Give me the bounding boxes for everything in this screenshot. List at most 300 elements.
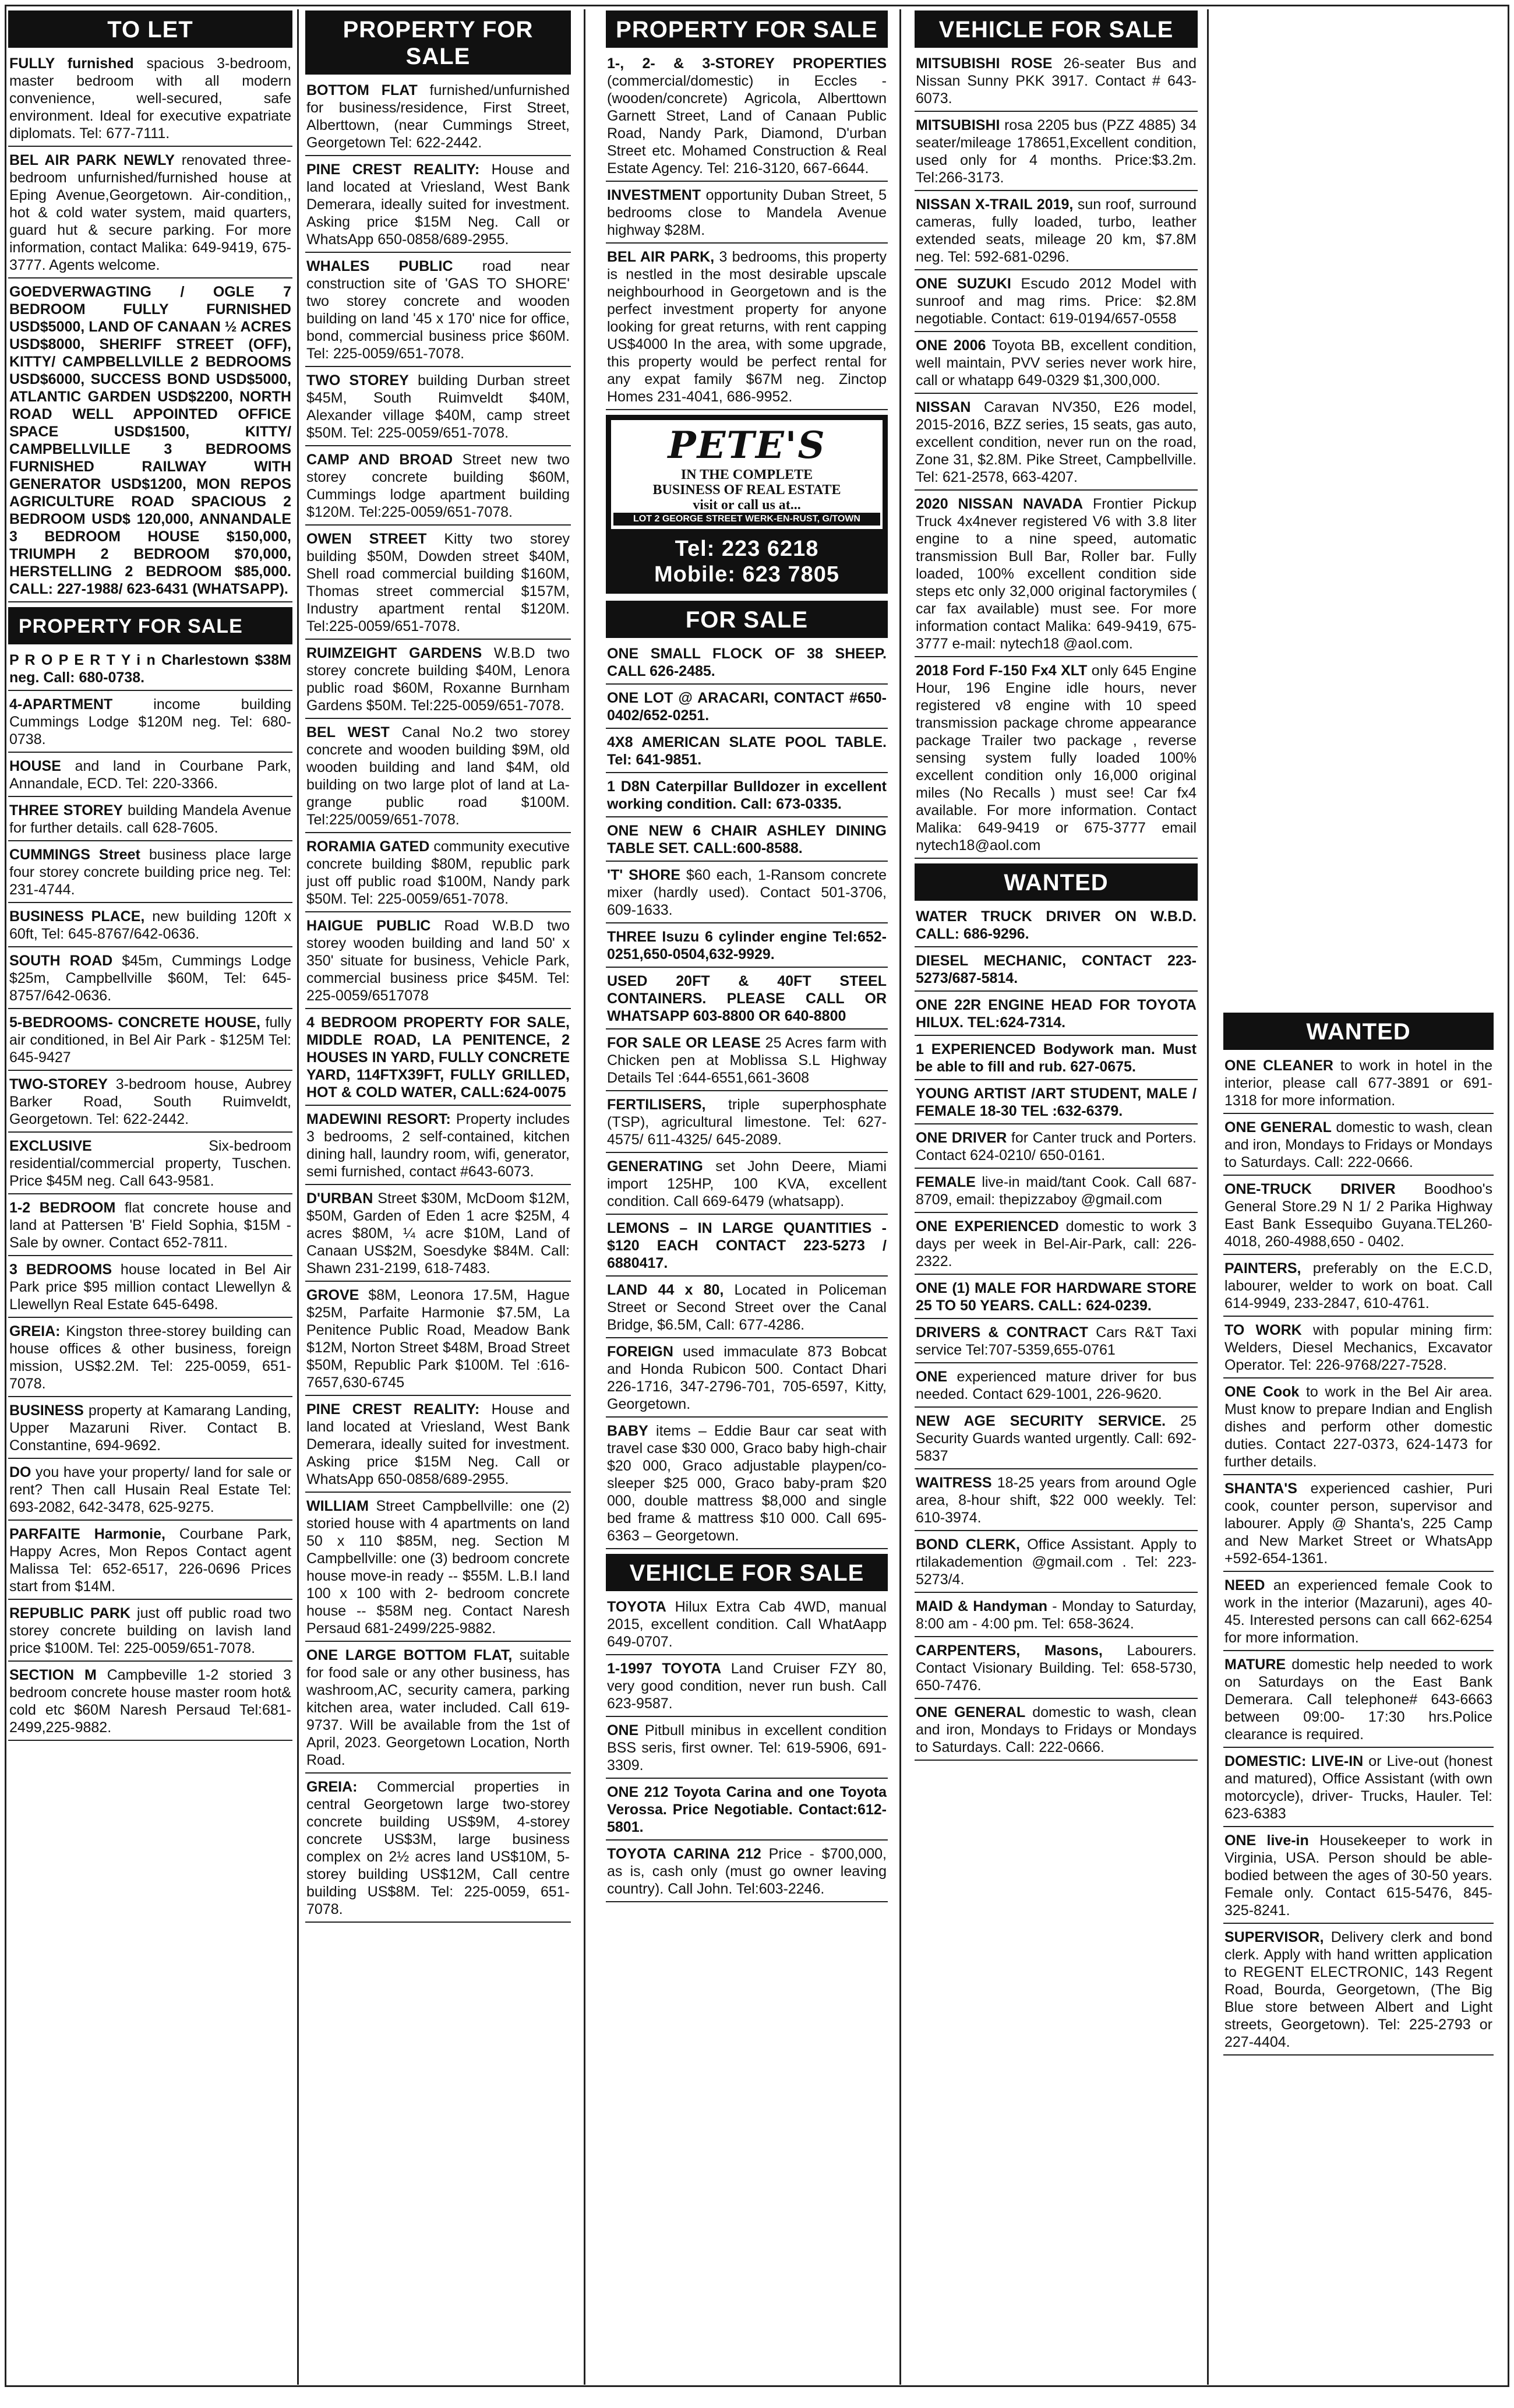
ad-body: furnished/unfurnished for business/residence, First Street, Alberttown, (near Cummings Street, Georgetown Tel: 622-2442. [306, 82, 570, 151]
classified-ad [1223, 1057, 1494, 1114]
ad-body: 25 Acres farm with Chicken pen at Moblissa S.L Highway Details Tel :644-6551,661-3608 [607, 1035, 887, 1086]
ad-lead: ONE-TRUCK DRIVER [1224, 1181, 1396, 1197]
classified-ad [915, 399, 1198, 491]
ad-body: 25 Security Guards wanted urgently. Call: 692-5837 [916, 1413, 1197, 1464]
ad-body: Street new two storey concrete building $60M, Cummings lodge apartment building $120M. Tel:225-0059/651-7078. [306, 452, 570, 520]
classified-ad [1223, 1753, 1494, 1827]
section-header: WANTED [1223, 1013, 1494, 1050]
ad-body: house located in Bel Air Park price $95 million contact Llewellyn & Llewellyn Real Estate 645-6498. [9, 1261, 291, 1313]
column-3 [606, 10, 888, 2378]
classified-ad [915, 1598, 1198, 1637]
ad-body: experienced cashier, Puri cook, counter person, supervisor and labourer. Apply @ Shanta's, 225 Camp and New Market Street or WhatsApp +592-654-1361. [1224, 1480, 1492, 1567]
ad-lead: MATURE [1224, 1656, 1286, 1673]
ad-lead: 4 BEDROOM PROPERTY FOR SALE, MIDDLE ROAD, LA PENITENCE, 2 HOUSES IN YARD, FULLY CONCRETE YARD, 114FTX39FT, FULLY GRILLED, HOT & COLD WATER, CALL:624-0075 [306, 1014, 570, 1101]
classified-ad [305, 1110, 571, 1185]
ad-lead: 1-, 2- & 3-STOREY PROPERTIES [607, 55, 887, 72]
ad-body: road near construction site of 'GAS TO SHORE' two storey concrete and wooden building on land '45 x 170' nice for office, bond, commercial business price $60M. Tel: 225-0059/651-7078. [306, 258, 570, 362]
ad-body: building Mandela Avenue for further details. call 628-7605. [9, 802, 291, 836]
ad-lead: GOEDVERWAGTING / OGLE 7 BEDROOM FULLY FURNISHED USD$5000, LAND OF CANAAN ½ ACRES USD$8000, SHERIFF STREET (OFF), KITTY/ CAMPBELLVILLE 2 BEDROOMS USD$6000, SUCCESS BOND USD$5000, ATLANTIC GARDEN USD$2200, NORTH ROAD WELL APPOINTED OFFICE SPACE USD$1500, KITTY/ CAMPBELLVILLE 3 BEDROOMS FURNISHED RAILWAY WITH GENERATOR USD$1200, MON REPOS AGRICULTURE ROAD SPACIOUS 2 BEDROOM USD$ 120,000, ANNANDALE 3 BEDROOM HOUSE $150,000, TRIUMPH 2 BEDROOM $70,000, HERSTELLING 2 BEDROOM $85,000. CALL: 227-1988/ 623-6431 (WHATSAPP). [9, 284, 291, 597]
ad-lead: GENERATING [607, 1158, 703, 1175]
classified-ad [8, 55, 292, 147]
ad-body: only 645 Engine Hour, 196 Engine idle hours, never registered v8 engine with 10 speed transmission package chrome appearance package Trailer two package , reverse sensing system fully loaded 100% excellent condition only 16,000 original miles (No Recalls ) must see! Car fx4 available. For more information. Contact Malika: 649-9419 or 675-3777 email nytech18@aol.com [916, 662, 1197, 854]
ad-lead: GREIA: [9, 1323, 61, 1339]
column-divider [584, 9, 585, 2385]
ad-body: income building Cummings Lodge $120M neg. Tel: 680-0738. [9, 696, 291, 748]
ad-lead: 3 BEDROOMS [9, 1261, 112, 1278]
column-5 [1223, 1013, 1494, 2378]
classified-ad [305, 724, 571, 833]
ad-body: to work in hotel in the interior, please call 677-3891 or 691-1318 for more information. [1224, 1057, 1492, 1109]
ad-body: live-in maid/tant Cook. Call 687-8709, email: thepizzaboy @gmail.com [916, 1174, 1197, 1208]
petes-logo: PETE'S [668, 424, 826, 467]
ad-body: domestic to wash, clean and iron, Mondays to Fridays or Mondays to Saturdays. Call: 222-0666. [1224, 1119, 1492, 1170]
ad-lead: HOUSE [9, 758, 61, 774]
ad-body: property at Kamarang Landing, Upper Mazaruni River. Contact B. Constantine, 694-9692. [9, 1402, 291, 1454]
ad-lead: 2018 Ford F-150 Fx4 XLT [916, 662, 1088, 679]
ad-body: Street Campbellville: one (2) storied house with 4 apartments on land 50 x 110 $85M, neg. Section M Campbellville: one (3) bedroom concrete house move-in ready -- $55M. L.B.I land 100 x 100 with 2- bedroom concrete house -- $58M neg. Contact Naresh Persaud 681-2499/225-9882. [306, 1498, 570, 1637]
classified-ad [606, 55, 888, 182]
classified-ad [1223, 1577, 1494, 1651]
ad-body: sun roof, surround cameras, fully loaded, turbo, leather extended seats, mileage 20 km, $7.8M neg. Tel: 592-681-0296. [916, 196, 1197, 265]
ad-body: new building 120ft x 60ft, Tel: 645-8767/642-0636. [9, 908, 291, 942]
ad-body: Six-bedroom residential/commercial property, Tuschen. Price $45M neg. Call 643-9581. [9, 1138, 291, 1189]
ad-body: you have your property/ land for sale or rent? Then call Husain Real Estate Tel: 693-2082, 642-3478, 625-9275. [9, 1464, 291, 1515]
classified-ad [606, 734, 888, 773]
classified-ad [8, 908, 292, 947]
classified-ad [915, 1474, 1198, 1531]
classified-ad [915, 55, 1198, 112]
ad-body: Delivery clerk and bond clerk. Apply with hand written application to REGENT ELECTRONIC, 143 Regent Road, Bourda, Georgetown, (The Big Blue store between Albert and Light streets, Georgetown). Tel: 225-2793 or 227-4404. [1224, 1929, 1492, 2050]
ad-body: Kitty two storey building $50M, Dowden street $40M, Shell road commercial building $160M, Thomas street commercial $157M, Industry apartment rental $120M. Tel:225-0059/651-7078. [306, 531, 570, 634]
classified-ad [8, 1323, 292, 1397]
ad-lead: LEMONS – IN LARGE QUANTITIES - $120 EACH CONTACT 223-5273 / 6880417. [607, 1220, 887, 1271]
classified-ad [305, 372, 571, 446]
ad-body: Land Cruiser FZY 80, very good condition, never run bush. Call 623-9587. [607, 1660, 887, 1712]
classified-ad [305, 1647, 571, 1774]
classified-ad [606, 1219, 888, 1277]
ad-lead: FOREIGN [607, 1344, 673, 1360]
ad-body: W.B.D two storey concrete building $40M, Lenora public road $60M, Roxanne Burnham Gardens $50M. Tel:225-0059/651-7078. [306, 645, 570, 714]
ad-lead: MITSUBISHI [916, 117, 1000, 133]
classified-ad [8, 1525, 292, 1600]
classified-ad [915, 1704, 1198, 1761]
classified-ad [8, 1605, 292, 1662]
ad-lead: MAID & Handyman [916, 1598, 1048, 1614]
classified-ad [606, 1096, 888, 1153]
classified-ad [915, 1536, 1198, 1593]
ad-body: Commercial properties in central Georgetown large two-storey concrete building US$9M, 4-storey concrete US$3M, large business complex on 2½ acres land US$10M, 5-storey building US$12M, Call centre building US$8M. Tel: 225-0059, 651-7078. [306, 1779, 570, 1917]
section-header: VEHICLE FOR SALE [915, 10, 1198, 48]
ad-lead: ONE [916, 1369, 948, 1385]
ad-lead: INVESTMENT [607, 187, 701, 203]
petes-ad-banner [611, 420, 883, 529]
classified-ad [8, 1137, 292, 1194]
classified-ad [915, 1041, 1198, 1080]
ad-body: Campbeville 1-2 storied 3 bedroom concrete house master room hot& cold etc $60M Naresh Persaud Tel:681-2499,225-9882. [9, 1667, 291, 1736]
ad-lead: 1 D8N Caterpillar Bulldozer in excellent working condition. Call: 673-0335. [607, 778, 887, 812]
ad-lead: BOND CLERK, [916, 1536, 1020, 1553]
ad-lead: 5-BEDROOMS- CONCRETE HOUSE, [9, 1014, 260, 1031]
ad-lead: TWO STOREY [306, 372, 409, 389]
ad-lead: TOYOTA CARINA 212 [607, 1846, 761, 1862]
ad-body: Price - $700,000, as is, cash only (must go owner leaving country). Call John. Tel:603-2246. [607, 1846, 887, 1897]
ad-lead: HAIGUE PUBLIC [306, 918, 431, 934]
classified-ad [305, 1190, 571, 1282]
ad-lead: LAND 44 x 80, [607, 1282, 724, 1298]
ad-lead: SUPERVISOR, [1224, 1929, 1324, 1945]
ad-lead: DRIVERS & CONTRACT [916, 1324, 1088, 1341]
ad-lead: 4X8 AMERICAN SLATE POOL TABLE. Tel: 641-9851. [607, 734, 887, 768]
ad-body: for Canter truck and Porters. Contact 624-0210/ 650-0161. [916, 1130, 1197, 1164]
ad-lead: 4-APARTMENT [9, 696, 113, 713]
ad-lead: ONE EXPERIENCED [916, 1218, 1059, 1235]
ad-body: spacious 3-bedroom, master bedroom with all modern convenience, well-secured, safe environment. Ideal for executive expatriate diplomats. Tel: 677-7111. [9, 55, 291, 142]
ad-lead: BEL AIR PARK, [607, 249, 715, 265]
classified-ad [606, 689, 888, 729]
ad-lead: ONE (1) MALE FOR HARDWARE STORE 25 TO 50 YEARS. CALL: 624-0239. [916, 1280, 1197, 1314]
ad-lead: MITSUBISHI ROSE [916, 55, 1053, 72]
ad-lead: ONE Cook [1224, 1384, 1300, 1400]
ad-body: renovated three-bedroom unfurnished/furnished house at Eping Avenue,Georgetown. Air-condition,, hot & cold water system, maid quarters, guard hut & secure parking. For more information, contact Malika: 649-9419, 675-3777. Agents welcome. [9, 152, 291, 273]
ad-lead: BABY [607, 1423, 648, 1439]
ad-lead: USED 20FT & 40FT STEEL CONTAINERS. PLEASE CALL OR WHATSAPP 603-8800 OR 640-8800 [607, 973, 887, 1024]
ad-body: Courbane Park, Happy Acres, Mon Repos Contact agent Malissa Tel: 652-6517, 226-0696 Prices start from $14M. [9, 1526, 292, 1595]
classified-ad [915, 275, 1198, 332]
ad-lead: THREE STOREY [9, 802, 123, 819]
classified-ad [305, 1497, 571, 1642]
ad-lead: TWO-STOREY [9, 1076, 108, 1092]
classified-ad [606, 1034, 888, 1091]
section-header: TO LET [8, 10, 292, 48]
section-header: PROPERTY FOR SALE [305, 10, 571, 75]
section-header: WANTED [915, 863, 1198, 901]
ad-body: rosa 2205 bus (PZZ 4885) 34 seater/mileage 178651,Excellent condition, used only for 4 months. Price:$3.2m. Tel:266-3173. [916, 117, 1197, 186]
ad-lead: PARFAITE Harmonie, [9, 1526, 165, 1542]
classified-ad [606, 1783, 888, 1841]
ad-body: fully air conditioned, in Bel Air Park - $125M Tel: 645-9427 [9, 1014, 291, 1066]
ad-lead: BUSINESS PLACE, [9, 908, 145, 925]
ad-lead: 2020 NISSAN NAVADA [916, 496, 1084, 512]
classified-ad [1223, 1180, 1494, 1255]
classified-ad [606, 822, 888, 862]
ad-body: $60 each, 1-Ransom concrete mixer (hardly used). Contact 501-3706, 609-1633. [607, 867, 887, 918]
ad-body: Escudo 2012 Model with sunroof and mag rims. Price: $2.8M negotiable. Contact: 619-0194/657-0558 [916, 276, 1197, 327]
ad-body: Canal No.2 two storey concrete and wooden building $9M, old wooden building and land $4M, old building on two large plot of land at La-grange public road $100M. Tel:225/0059/651-7078. [306, 724, 570, 828]
ad-lead: BOTTOM FLAT [306, 82, 418, 98]
ad-body: Toyota BB, excellent condition, well maintain, PVV series never work hire, call or whatapp 649-0329 $1,300,000. [916, 337, 1197, 389]
ad-lead: ONE LOT @ ARACARI, CONTACT #650-0402/652-0251. [607, 690, 887, 724]
ad-lead: ONE CLEANER [1224, 1057, 1333, 1074]
classified-ad [1223, 1260, 1494, 1317]
ad-body: 18-25 years from around Ogle area, 8-hour shift, $22 000 weekly. Tel: 610-3974. [916, 1475, 1197, 1526]
section-header: PROPERTY FOR SALE [606, 10, 888, 48]
classified-ad [915, 1085, 1198, 1124]
petes-tel: Tel: 223 6218 [675, 537, 819, 561]
ad-lead: ONE DRIVER [916, 1130, 1007, 1146]
ad-lead: REPUBLIC PARK [9, 1605, 130, 1621]
ad-body: (commercial/domestic) in Eccles - (wooden/concrete) Agricola, Alberttown Garnett Street, Land of Canaan Public Road, Nandy Park, Diamond, D'urban Street etc. Mohamed Construction & Real Estate Agency. Tel: 216-3120, 667-6644. [607, 73, 887, 177]
classified-ad [915, 337, 1198, 394]
classified-ad [305, 1778, 571, 1923]
classified-ad [915, 196, 1198, 270]
column-divider [1207, 9, 1209, 2385]
classified-ad [1223, 1119, 1494, 1176]
ad-body: Located in Policeman Street or Second Street over the Canal Bridge, $6.5M, Call: 677-4286. [607, 1282, 887, 1333]
classified-ad [8, 952, 292, 1009]
ad-lead: NEED [1224, 1577, 1265, 1593]
classified-ad [1223, 1480, 1494, 1572]
section-header: PROPERTY FOR SALE [8, 607, 292, 644]
column-2 [305, 10, 571, 2378]
ad-lead: ONE SUZUKI [916, 276, 1011, 292]
ad-body: Office Assistant. Apply to rtilakademention @gmail.com . Tel: 223-5273/4. [916, 1536, 1197, 1588]
ad-lead: BEL AIR PARK NEWLY [9, 152, 175, 168]
classified-ad [915, 1368, 1198, 1408]
ad-lead: D'URBAN [306, 1190, 373, 1207]
ad-lead: MADEWINI RESORT: [306, 1111, 451, 1127]
ad-body: House and land located at Vriesland, West Bank Demerara, ideally suited for investment. Asking price $15M Neg. Call or WhatsApp 650-0858/689-2955. [306, 1401, 570, 1487]
ad-lead: P R O P E R T Y i n Charlestown $38M neg. Call: 680-0738. [9, 652, 291, 686]
ad-lead: YOUNG ARTIST /ART STUDENT, MALE / FEMALE 18-30 TEL :632-6379. [916, 1085, 1197, 1119]
classified-ad [606, 186, 888, 244]
ad-lead: NISSAN X-TRAIL 2019, [916, 196, 1074, 213]
ad-body: or Live-out (honest and matured), Office Assistant (with own motorcycle), driver- Trucks, Hauler. Tel: 623-6383 [1224, 1753, 1492, 1822]
classified-ad [915, 1129, 1198, 1169]
ad-body: 3-bedroom house, Aubrey Barker Road, South Ruimveldt, Georgetown. Tel: 622-2442. [9, 1076, 291, 1127]
classified-ad [8, 151, 292, 278]
ad-body: Pitbull minibus in excellent condition BSS seris, first owner. Tel: 619-5906, 691-3309. [607, 1722, 887, 1774]
classified-ad [8, 1014, 292, 1071]
classified-ad [915, 996, 1198, 1036]
classified-ad [8, 846, 292, 903]
ad-lead: 'T' SHORE [607, 867, 681, 883]
classified-ad [305, 530, 571, 640]
ad-body: experienced mature driver for bus needed. Contact 629-1001, 226-9620. [916, 1369, 1197, 1402]
ad-lead: THREE Isuzu 6 cylinder engine Tel:652-0251,650-0504,632-9929. [607, 929, 887, 963]
ad-lead: WAITRESS [916, 1475, 992, 1491]
ad-lead: RUIMZEIGHT GARDENS [306, 645, 482, 661]
classified-ad [305, 838, 571, 912]
ad-lead: FULLY furnished [9, 55, 134, 72]
classified-ad [606, 1422, 888, 1549]
column-1 [8, 10, 292, 2378]
classified-ad [1223, 1383, 1494, 1475]
ad-body: preferably on the E.C.D, labourer, welder to work on boat. Call 614-9949, 233-2847, 610-4761. [1224, 1260, 1492, 1311]
classified-ad [606, 1281, 888, 1338]
petes-tagline: IN THE COMPLETE [680, 467, 813, 482]
classified-ad [8, 1402, 292, 1459]
classified-ad [8, 802, 292, 841]
ad-body: 3 bedrooms, this property is nestled in the most desirable upscale neighbourhood in Georgetown and is the perfect investment property for anyone looking for great returns, with rent capping US$4000 In the area, with some upgrade, this property would be perfect rental for any expat family $67M neg. Zinctop Homes 231-4041, 686-9952. [607, 249, 887, 405]
ad-lead: ONE SMALL FLOCK OF 38 SHEEP. CALL 626-2485. [607, 646, 887, 679]
ad-body: Property includes 3 bedrooms, 2 self-contained, kitchen dining hall, laundry room, wifi, generator, semi furnished, contact #643-6073. [306, 1111, 570, 1180]
ad-body: Street $30M, McDoom $12M, $50M, Garden of Eden 1 acre $25M, 4 acres $80M, ¼ acre $10M, Land of Canaan US$2M, Soesdyke $84M. Call: Shawn 231-2199, 618-7483. [306, 1190, 570, 1277]
classified-ad [305, 644, 571, 719]
ad-body: Boodhoo's General Store.29 N 1/ 2 Parika Highway East Bank Essequibo Guyana.TEL260-4018, 260-4988,650 - 0402. [1224, 1181, 1492, 1250]
ad-lead: FERTILISERS, [607, 1097, 706, 1113]
ad-lead: DO [9, 1464, 31, 1480]
ad-lead: DIESEL MECHANIC, CONTACT 223-5273/687-5814. [916, 953, 1197, 986]
ad-lead: ONE 22R ENGINE HEAD FOR TOYOTA HILUX. TEL:624-7314. [916, 997, 1197, 1031]
classified-ad [606, 1158, 888, 1215]
classified-ad [915, 1642, 1198, 1699]
ad-body: House and land located at Vriesland, West Bank Demerara, ideally suited for investment. Asking price $15M Neg. Call or WhatsApp 650-0858/689-2955. [306, 161, 570, 248]
ad-lead: CAMP AND BROAD [306, 452, 453, 468]
ad-lead: ONE LARGE BOTTOM FLAT, [306, 1647, 513, 1663]
classified-ad [915, 908, 1198, 947]
ad-lead: BEL WEST [306, 724, 390, 741]
ad-body: just off public road two storey concrete building on lavish land price $100M. Tel: 225-0059/651-7078. [9, 1605, 291, 1656]
ad-lead: ONE 2006 [916, 337, 986, 354]
petes-address: LOT 2 GEORGE STREET WERK-EN-RUST, G/TOWN [613, 513, 880, 526]
ad-lead: PAINTERS, [1224, 1260, 1301, 1277]
ad-body: suitable for food sale or any other business, has washroom,AC, security camera, parking kitchen area, water included. Call 619-9737. Will be available from the 1st of April, 2023. Georgetown Location, North Road. [306, 1647, 570, 1768]
column-4 [915, 10, 1198, 2378]
ad-lead: 1-1997 TOYOTA [607, 1660, 722, 1677]
ad-body: Frontier Pickup Truck 4x4never registered V6 with 3.8 liter engine to a nine speed, automatic transmission Bull Bar, Roller bar. Fully loaded, 100% excellent condition side steps etc only 32,000 original factorymiles ( car fax available) must see. For more information contact Malika: 649-9419, 675-3777 e-mail: nytech18 @aol.com. [916, 496, 1197, 652]
ad-body: used immaculate 873 Bobcat and Honda Rubicon 500. Contact Dhari 226-1716, 347-2796-701, 705-6597, Kitty, Georgetown. [607, 1344, 887, 1412]
ad-body: with popular mining firm: Welders, Diesel Mechanics, Excavator Operator. Tel: 226-9768/227-7528. [1224, 1322, 1492, 1373]
ad-body: 26-seater Bus and Nissan Sunny PKK 3917. Contact # 643-6073. [916, 55, 1197, 107]
classified-ad [606, 866, 888, 923]
ad-lead: FOR SALE OR LEASE [607, 1035, 761, 1051]
section-header: FOR SALE [606, 601, 888, 638]
ad-body: $8M, Leonora 17.5M, Hague $25M, Parfaite Harmonie $7.5M, La Penitence Public Road, Meadow Bank $12M, Norton Street $48M, Broad Street $50M, Republic Park $100M. Tel :616-7657,630-6745 [306, 1287, 570, 1391]
classified-ad [8, 757, 292, 797]
classified-ad [606, 778, 888, 817]
ad-lead: WILLIAM [306, 1498, 369, 1514]
ad-lead: PINE CREST REALITY: [306, 161, 480, 178]
classified-ad [1223, 1832, 1494, 1924]
ad-body: an experienced female Cook to work in the interior (Mazaruni), ages 40-45. Interested persons can call 662-6254 for more information. [1224, 1577, 1492, 1646]
ad-lead: NISSAN [916, 399, 971, 415]
petes-mobile: Mobile: 623 7805 [654, 562, 840, 587]
petes-visit-text: visit or call us at... [693, 498, 801, 513]
ad-lead: SHANTA'S [1224, 1480, 1297, 1497]
ad-body: business place large four storey concrete building price neg. Tel: 231-4744. [9, 847, 291, 898]
ad-lead: OWEN STREET [306, 531, 427, 547]
classified-ad [915, 1279, 1198, 1319]
ad-body: triple superphosphate (TSP), agricultural limestone. Tel: 627-4575/ 611-4325/ 645-2089. [607, 1097, 887, 1148]
classified-ad [606, 1845, 888, 1902]
ad-lead: ONE [607, 1722, 639, 1739]
ad-lead: TOYOTA [607, 1599, 666, 1615]
ad-lead: ONE NEW 6 CHAIR ASHLEY DINING TABLE SET. CALL:600-8588. [607, 823, 887, 856]
ad-body: Kingston three-storey building can house offices & other business, foreign mission, US$2.2M. Tel: 225-0059, 651-7078. [9, 1323, 291, 1392]
classified-ad [1223, 1928, 1494, 2056]
ad-lead: SECTION M [9, 1667, 97, 1683]
ad-lead: BUSINESS [9, 1402, 84, 1419]
ad-body: community executive concrete building $80M, republic park just off public road $100M, Nandy park $50M. Tel: 225-0059/651-7078. [306, 838, 570, 907]
classified-ad [606, 1343, 888, 1418]
ad-lead: ONE 212 Toyota Carina and one Toyota Verossa. Price Negotiable. Contact:612-5801. [607, 1784, 887, 1835]
classified-ad [915, 117, 1198, 191]
classified-ad [305, 258, 571, 367]
ad-body: domestic to wash, clean and iron, Mondays to Fridays or Mondays to Saturdays. Call: 222-0666. [916, 1704, 1197, 1755]
ad-body: building Durban street $45M, South Ruimveldt $40M, Alexander village $40M, camp street $50M. Tel: 225-0059/651-7078. [306, 372, 570, 441]
ad-body: items – Eddie Baur car seat with travel case $30 000, Graco baby high-chair $20 000, Graco adjustable playpen/co-sleeper $25 000, Graco baby-pram $20 000, double mattress $8,000 and single bed frame & mattress $10 000. Call 695-6363 – Georgetown. [607, 1423, 887, 1544]
ad-body: and land in Courbane Park, Annandale, ECD. Tel: 220-3366. [9, 758, 291, 792]
classified-ad [606, 972, 888, 1030]
ad-body: Hilux Extra Cab 4WD, manual 2015, excellent condition. Call WhatAapp 649-0707. [607, 1599, 887, 1650]
ad-body: to work in the Bel Air area. Must know to prepare Indian and English dishes and perform other domestic duties. Contact 227-0373, 624-1473 for further details. [1224, 1384, 1492, 1470]
ad-lead: ONE GENERAL [1224, 1119, 1332, 1136]
classified-ad [915, 495, 1198, 657]
classified-ad [915, 1173, 1198, 1213]
classified-ad [915, 1218, 1198, 1275]
petes-real-estate-ad [606, 415, 888, 594]
classified-ad [305, 451, 571, 526]
classified-ad [305, 82, 571, 156]
petes-tagline: BUSINESS OF REAL ESTATE [652, 482, 841, 498]
classified-ad [1223, 1321, 1494, 1378]
ad-lead: ONE live-in [1224, 1832, 1309, 1849]
ad-body: $45m, Cummings Lodge $25m, Campbellville $60M, Tel: 645-8757/642-0636. [9, 953, 291, 1004]
column-divider [899, 9, 901, 2385]
classified-ad [8, 1666, 292, 1741]
classified-ad [305, 1401, 571, 1493]
classified-ad [8, 1076, 292, 1133]
ad-lead: FEMALE [916, 1174, 976, 1190]
classified-ad [915, 1412, 1198, 1469]
ad-body: domestic help needed to work on Saturdays on the East Bank Demerara. Call telephone# 643-6663 between 09:00- 17:30 hrs.Police clearance is required. [1224, 1656, 1492, 1743]
ad-body: Road W.B.D two storey wooden building and land 50' x 350' situate for business, Vehicle Park, commercial business price $45M. Tel: 225-0059/6517078 [306, 918, 570, 1004]
classified-ad [915, 952, 1198, 992]
ad-lead: GROVE [306, 1287, 359, 1303]
classified-ad [606, 645, 888, 685]
ad-body: - Monday to Saturday, 8:00 am - 4:00 pm. Tel: 658-3624. [916, 1598, 1197, 1632]
classified-ad [8, 696, 292, 753]
ad-lead: WHALES PUBLIC [306, 258, 453, 274]
ad-lead: CUMMINGS Street [9, 847, 140, 863]
ad-body: Cars R&T Taxi service Tel:707-5359,655-0761 [916, 1324, 1197, 1358]
ad-lead: GREIA: [306, 1779, 358, 1795]
classified-ad [606, 1660, 888, 1717]
ad-lead: PINE CREST REALITY: [306, 1401, 480, 1418]
section-header: VEHICLE FOR SALE [606, 1554, 888, 1591]
ad-lead: 1 EXPERIENCED Bodywork man. Must be able to fill and rub. 627-0675. [916, 1041, 1197, 1075]
classified-ad [915, 662, 1198, 859]
ad-body: Labourers. Contact Visionary Building. Tel: 658-5730, 650-7476. [916, 1642, 1197, 1694]
ad-lead: CARPENTERS, Masons, [916, 1642, 1103, 1659]
classified-ad [606, 928, 888, 968]
ad-body: domestic to work 3 days per week in Bel-Air-Park, call: 226-2322. [916, 1218, 1197, 1270]
classified-ad [305, 917, 571, 1009]
ad-body: Caravan NV350, E26 model, 2015-2016, BZZ series, 15 seats, gas auto, excellent condition, never run on the road, Zone 31, $2.8M. Pike Street, Campbellville. Tel: 621-2578, 663-4207. [916, 399, 1197, 485]
classified-ad [606, 1598, 888, 1655]
classified-ad [8, 1261, 292, 1318]
classified-ad [305, 1014, 571, 1106]
ad-lead: RORAMIA GATED [306, 838, 430, 855]
classified-ad [915, 1324, 1198, 1363]
classified-ad [8, 651, 292, 691]
classified-ad [8, 283, 292, 602]
column-divider [297, 9, 299, 2385]
ad-body: flat concrete house and land at Pattersen 'B' Field Sophia, $15M - Sale by owner. Contact 652-7811. [9, 1200, 291, 1251]
ad-body: opportunity Duban Street, 5 bedrooms close to Mandela Avenue highway $28M. [607, 187, 887, 238]
ad-lead: WATER TRUCK DRIVER ON W.B.D. CALL: 686-9296. [916, 908, 1197, 942]
ad-lead: 1-2 BEDROOM [9, 1200, 116, 1216]
ad-body: set John Deere, Miami import 125HP, 100 KVA, excellent condition. Call 669-6479 (whatsapp). [607, 1158, 887, 1210]
classified-ad [606, 1722, 888, 1779]
ad-body: Housekeeper to work in Virginia, USA. Person should be able-bodied between the ages of 30-50 years. Female only. Contact 615-5476, 845-325-8241. [1224, 1832, 1492, 1919]
ad-lead: EXCLUSIVE [9, 1138, 92, 1154]
ad-lead: ONE GENERAL [916, 1704, 1026, 1720]
classified-ad [1223, 1656, 1494, 1748]
classified-ad [606, 248, 888, 410]
classified-ad [8, 1199, 292, 1256]
classified-ad [305, 1286, 571, 1396]
